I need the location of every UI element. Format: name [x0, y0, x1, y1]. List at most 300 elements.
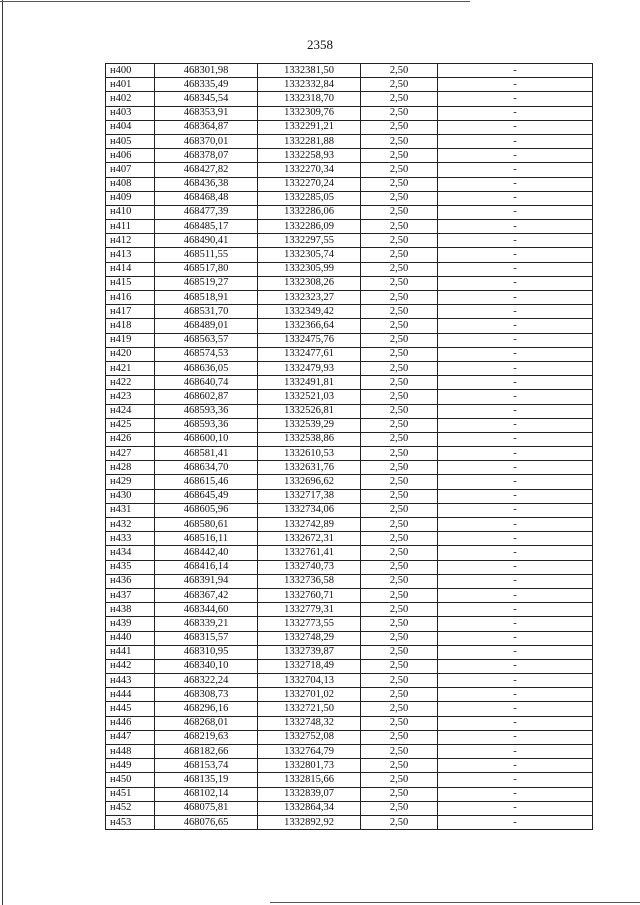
- description-cell: -: [438, 64, 593, 78]
- table-row: [106, 461, 593, 475]
- description-cell: -: [438, 333, 593, 347]
- x-coordinate-cell: 468640,74: [155, 376, 258, 390]
- point-id-cell: н412: [106, 234, 155, 248]
- x-coordinate-cell: 468345,54: [155, 92, 258, 106]
- precision-cell: 2,50: [361, 291, 438, 305]
- point-id-cell: н402: [106, 92, 155, 106]
- x-coordinate-cell: 468102,14: [155, 787, 258, 801]
- point-id-cell: н451: [106, 787, 155, 801]
- table-row: [106, 205, 593, 219]
- precision-cell: 2,50: [361, 347, 438, 361]
- y-coordinate-cell: 1332773,55: [258, 617, 361, 631]
- y-coordinate-cell: 1332297,55: [258, 234, 361, 248]
- table-row: [106, 759, 593, 773]
- y-coordinate-cell: 1332740,73: [258, 560, 361, 574]
- table-row: [106, 262, 593, 276]
- coordinates-table: [105, 63, 593, 830]
- description-cell: -: [438, 674, 593, 688]
- precision-cell: 2,50: [361, 276, 438, 290]
- precision-cell: 2,50: [361, 659, 438, 673]
- x-coordinate-cell: 468367,42: [155, 588, 258, 602]
- precision-cell: 2,50: [361, 319, 438, 333]
- table-row: [106, 248, 593, 262]
- description-cell: -: [438, 305, 593, 319]
- x-coordinate-cell: 468296,16: [155, 702, 258, 716]
- table-row: [106, 489, 593, 503]
- precision-cell: 2,50: [361, 404, 438, 418]
- precision-cell: 2,50: [361, 432, 438, 446]
- x-coordinate-cell: 468308,73: [155, 688, 258, 702]
- precision-cell: 2,50: [361, 447, 438, 461]
- point-id-cell: н417: [106, 305, 155, 319]
- y-coordinate-cell: 1332308,26: [258, 276, 361, 290]
- table-row: [106, 659, 593, 673]
- point-id-cell: н442: [106, 659, 155, 673]
- description-cell: -: [438, 475, 593, 489]
- table-row: [106, 447, 593, 461]
- x-coordinate-cell: 468485,17: [155, 220, 258, 234]
- table-row: [106, 64, 593, 78]
- x-coordinate-cell: 468075,81: [155, 801, 258, 815]
- y-coordinate-cell: 1332748,29: [258, 631, 361, 645]
- point-id-cell: н421: [106, 361, 155, 375]
- y-coordinate-cell: 1332491,81: [258, 376, 361, 390]
- point-id-cell: н406: [106, 149, 155, 163]
- precision-cell: 2,50: [361, 234, 438, 248]
- x-coordinate-cell: 468615,46: [155, 475, 258, 489]
- point-id-cell: н433: [106, 532, 155, 546]
- x-coordinate-cell: 468339,21: [155, 617, 258, 631]
- description-cell: -: [438, 801, 593, 815]
- table-row: [106, 574, 593, 588]
- y-coordinate-cell: 1332323,27: [258, 291, 361, 305]
- point-id-cell: н441: [106, 645, 155, 659]
- description-cell: -: [438, 432, 593, 446]
- table-row: [106, 276, 593, 290]
- point-id-cell: н408: [106, 177, 155, 191]
- point-id-cell: н445: [106, 702, 155, 716]
- x-coordinate-cell: 468602,87: [155, 390, 258, 404]
- point-id-cell: н420: [106, 347, 155, 361]
- x-coordinate-cell: 468580,61: [155, 518, 258, 532]
- point-id-cell: н401: [106, 78, 155, 92]
- table-row: [106, 106, 593, 120]
- table-row: [106, 787, 593, 801]
- point-id-cell: н434: [106, 546, 155, 560]
- point-id-cell: н411: [106, 220, 155, 234]
- table-row: [106, 234, 593, 248]
- table-row: [106, 688, 593, 702]
- coordinates-table-body: [106, 64, 593, 830]
- description-cell: -: [438, 92, 593, 106]
- table-row: [106, 702, 593, 716]
- x-coordinate-cell: 468593,36: [155, 418, 258, 432]
- point-id-cell: н437: [106, 588, 155, 602]
- table-row: [106, 120, 593, 134]
- y-coordinate-cell: 1332739,87: [258, 645, 361, 659]
- y-coordinate-cell: 1332309,76: [258, 106, 361, 120]
- y-coordinate-cell: 1332381,50: [258, 64, 361, 78]
- y-coordinate-cell: 1332839,07: [258, 787, 361, 801]
- point-id-cell: н450: [106, 773, 155, 787]
- description-cell: -: [438, 716, 593, 730]
- y-coordinate-cell: 1332366,64: [258, 319, 361, 333]
- description-cell: -: [438, 574, 593, 588]
- point-id-cell: н424: [106, 404, 155, 418]
- x-coordinate-cell: 468335,49: [155, 78, 258, 92]
- point-id-cell: н422: [106, 376, 155, 390]
- table-row: [106, 177, 593, 191]
- x-coordinate-cell: 468442,40: [155, 546, 258, 560]
- description-cell: -: [438, 106, 593, 120]
- scan-bottom-edge: [270, 902, 640, 903]
- precision-cell: 2,50: [361, 191, 438, 205]
- precision-cell: 2,50: [361, 361, 438, 375]
- point-id-cell: н449: [106, 759, 155, 773]
- precision-cell: 2,50: [361, 603, 438, 617]
- x-coordinate-cell: 468076,65: [155, 815, 258, 829]
- table-row: [106, 347, 593, 361]
- x-coordinate-cell: 468600,10: [155, 432, 258, 446]
- x-coordinate-cell: 468490,41: [155, 234, 258, 248]
- table-row: [106, 730, 593, 744]
- x-coordinate-cell: 468364,87: [155, 120, 258, 134]
- precision-cell: 2,50: [361, 489, 438, 503]
- point-id-cell: н436: [106, 574, 155, 588]
- precision-cell: 2,50: [361, 730, 438, 744]
- x-coordinate-cell: 468301,98: [155, 64, 258, 78]
- table-row: [106, 645, 593, 659]
- description-cell: -: [438, 234, 593, 248]
- precision-cell: 2,50: [361, 503, 438, 517]
- y-coordinate-cell: 1332526,81: [258, 404, 361, 418]
- precision-cell: 2,50: [361, 801, 438, 815]
- y-coordinate-cell: 1332761,41: [258, 546, 361, 560]
- precision-cell: 2,50: [361, 333, 438, 347]
- y-coordinate-cell: 1332258,93: [258, 149, 361, 163]
- description-cell: -: [438, 532, 593, 546]
- description-cell: -: [438, 361, 593, 375]
- point-id-cell: н453: [106, 815, 155, 829]
- precision-cell: 2,50: [361, 78, 438, 92]
- table-row: [106, 546, 593, 560]
- point-id-cell: н419: [106, 333, 155, 347]
- scan-left-edge: [2, 0, 3, 905]
- precision-cell: 2,50: [361, 461, 438, 475]
- precision-cell: 2,50: [361, 305, 438, 319]
- table-row: [106, 532, 593, 546]
- y-coordinate-cell: 1332815,66: [258, 773, 361, 787]
- point-id-cell: н446: [106, 716, 155, 730]
- point-id-cell: н400: [106, 64, 155, 78]
- table-row: [106, 404, 593, 418]
- precision-cell: 2,50: [361, 220, 438, 234]
- y-coordinate-cell: 1332281,88: [258, 134, 361, 148]
- precision-cell: 2,50: [361, 745, 438, 759]
- table-row: [106, 319, 593, 333]
- x-coordinate-cell: 468489,01: [155, 319, 258, 333]
- precision-cell: 2,50: [361, 787, 438, 801]
- y-coordinate-cell: 1332475,76: [258, 333, 361, 347]
- y-coordinate-cell: 1332318,70: [258, 92, 361, 106]
- precision-cell: 2,50: [361, 248, 438, 262]
- point-id-cell: н435: [106, 560, 155, 574]
- precision-cell: 2,50: [361, 759, 438, 773]
- description-cell: -: [438, 815, 593, 829]
- description-cell: -: [438, 617, 593, 631]
- x-coordinate-cell: 468135,19: [155, 773, 258, 787]
- x-coordinate-cell: 468518,91: [155, 291, 258, 305]
- x-coordinate-cell: 468645,49: [155, 489, 258, 503]
- x-coordinate-cell: 468468,48: [155, 191, 258, 205]
- x-coordinate-cell: 468370,01: [155, 134, 258, 148]
- y-coordinate-cell: 1332305,99: [258, 262, 361, 276]
- description-cell: -: [438, 702, 593, 716]
- description-cell: -: [438, 149, 593, 163]
- point-id-cell: н410: [106, 205, 155, 219]
- precision-cell: 2,50: [361, 149, 438, 163]
- y-coordinate-cell: 1332631,76: [258, 461, 361, 475]
- x-coordinate-cell: 468340,10: [155, 659, 258, 673]
- table-row: [106, 92, 593, 106]
- description-cell: -: [438, 376, 593, 390]
- description-cell: -: [438, 560, 593, 574]
- description-cell: -: [438, 390, 593, 404]
- y-coordinate-cell: 1332701,02: [258, 688, 361, 702]
- table-row: [106, 191, 593, 205]
- description-cell: -: [438, 418, 593, 432]
- y-coordinate-cell: 1332764,79: [258, 745, 361, 759]
- table-row: [106, 163, 593, 177]
- point-id-cell: н429: [106, 475, 155, 489]
- y-coordinate-cell: 1332696,62: [258, 475, 361, 489]
- point-id-cell: н452: [106, 801, 155, 815]
- y-coordinate-cell: 1332286,06: [258, 205, 361, 219]
- description-cell: -: [438, 347, 593, 361]
- point-id-cell: н440: [106, 631, 155, 645]
- table-row: [106, 333, 593, 347]
- description-cell: -: [438, 205, 593, 219]
- precision-cell: 2,50: [361, 674, 438, 688]
- precision-cell: 2,50: [361, 390, 438, 404]
- y-coordinate-cell: 1332864,34: [258, 801, 361, 815]
- y-coordinate-cell: 1332760,71: [258, 588, 361, 602]
- y-coordinate-cell: 1332270,24: [258, 177, 361, 191]
- description-cell: -: [438, 631, 593, 645]
- table-row: [106, 560, 593, 574]
- x-coordinate-cell: 468531,70: [155, 305, 258, 319]
- table-row: [106, 518, 593, 532]
- precision-cell: 2,50: [361, 532, 438, 546]
- table-row: [106, 376, 593, 390]
- point-id-cell: н405: [106, 134, 155, 148]
- table-row: [106, 815, 593, 829]
- y-coordinate-cell: 1332286,09: [258, 220, 361, 234]
- table-row: [106, 418, 593, 432]
- y-coordinate-cell: 1332285,05: [258, 191, 361, 205]
- y-coordinate-cell: 1332736,58: [258, 574, 361, 588]
- table-row: [106, 78, 593, 92]
- description-cell: -: [438, 248, 593, 262]
- description-cell: -: [438, 461, 593, 475]
- description-cell: -: [438, 759, 593, 773]
- precision-cell: 2,50: [361, 560, 438, 574]
- x-coordinate-cell: 468636,05: [155, 361, 258, 375]
- point-id-cell: н426: [106, 432, 155, 446]
- description-cell: -: [438, 262, 593, 276]
- table-row: [106, 220, 593, 234]
- point-id-cell: н438: [106, 603, 155, 617]
- x-coordinate-cell: 468378,07: [155, 149, 258, 163]
- precision-cell: 2,50: [361, 617, 438, 631]
- y-coordinate-cell: 1332748,32: [258, 716, 361, 730]
- precision-cell: 2,50: [361, 773, 438, 787]
- x-coordinate-cell: 468353,91: [155, 106, 258, 120]
- x-coordinate-cell: 468517,80: [155, 262, 258, 276]
- table-row: [106, 475, 593, 489]
- table-row: [106, 390, 593, 404]
- description-cell: -: [438, 78, 593, 92]
- point-id-cell: н403: [106, 106, 155, 120]
- scan-top-edge: [0, 1, 470, 2]
- description-cell: -: [438, 730, 593, 744]
- x-coordinate-cell: 468574,53: [155, 347, 258, 361]
- precision-cell: 2,50: [361, 518, 438, 532]
- description-cell: -: [438, 787, 593, 801]
- y-coordinate-cell: 1332270,34: [258, 163, 361, 177]
- table-row: [106, 801, 593, 815]
- x-coordinate-cell: 468268,01: [155, 716, 258, 730]
- precision-cell: 2,50: [361, 475, 438, 489]
- description-cell: -: [438, 773, 593, 787]
- x-coordinate-cell: 468427,82: [155, 163, 258, 177]
- precision-cell: 2,50: [361, 716, 438, 730]
- description-cell: -: [438, 163, 593, 177]
- point-id-cell: н409: [106, 191, 155, 205]
- precision-cell: 2,50: [361, 631, 438, 645]
- x-coordinate-cell: 468605,96: [155, 503, 258, 517]
- x-coordinate-cell: 468634,70: [155, 461, 258, 475]
- table-row: [106, 503, 593, 517]
- precision-cell: 2,50: [361, 574, 438, 588]
- precision-cell: 2,50: [361, 92, 438, 106]
- y-coordinate-cell: 1332734,06: [258, 503, 361, 517]
- description-cell: -: [438, 191, 593, 205]
- precision-cell: 2,50: [361, 262, 438, 276]
- point-id-cell: н415: [106, 276, 155, 290]
- description-cell: -: [438, 177, 593, 191]
- point-id-cell: н448: [106, 745, 155, 759]
- precision-cell: 2,50: [361, 134, 438, 148]
- x-coordinate-cell: 468219,63: [155, 730, 258, 744]
- point-id-cell: н425: [106, 418, 155, 432]
- y-coordinate-cell: 1332521,03: [258, 390, 361, 404]
- description-cell: -: [438, 134, 593, 148]
- precision-cell: 2,50: [361, 64, 438, 78]
- point-id-cell: н428: [106, 461, 155, 475]
- description-cell: -: [438, 518, 593, 532]
- y-coordinate-cell: 1332801,73: [258, 759, 361, 773]
- table-row: [106, 603, 593, 617]
- point-id-cell: н444: [106, 688, 155, 702]
- point-id-cell: н447: [106, 730, 155, 744]
- description-cell: -: [438, 688, 593, 702]
- precision-cell: 2,50: [361, 418, 438, 432]
- y-coordinate-cell: 1332610,53: [258, 447, 361, 461]
- description-cell: -: [438, 319, 593, 333]
- x-coordinate-cell: 468477,39: [155, 205, 258, 219]
- point-id-cell: н414: [106, 262, 155, 276]
- table-row: [106, 631, 593, 645]
- table-row: [106, 134, 593, 148]
- description-cell: -: [438, 404, 593, 418]
- precision-cell: 2,50: [361, 106, 438, 120]
- description-cell: -: [438, 447, 593, 461]
- table-row: [106, 617, 593, 631]
- x-coordinate-cell: 468310,95: [155, 645, 258, 659]
- y-coordinate-cell: 1332704,13: [258, 674, 361, 688]
- description-cell: -: [438, 659, 593, 673]
- y-coordinate-cell: 1332717,38: [258, 489, 361, 503]
- y-coordinate-cell: 1332672,31: [258, 532, 361, 546]
- table-row: [106, 588, 593, 602]
- description-cell: -: [438, 503, 593, 517]
- x-coordinate-cell: 468322,24: [155, 674, 258, 688]
- y-coordinate-cell: 1332721,50: [258, 702, 361, 716]
- description-cell: -: [438, 603, 593, 617]
- table-row: [106, 432, 593, 446]
- description-cell: -: [438, 120, 593, 134]
- point-id-cell: н418: [106, 319, 155, 333]
- y-coordinate-cell: 1332539,29: [258, 418, 361, 432]
- precision-cell: 2,50: [361, 815, 438, 829]
- point-id-cell: н416: [106, 291, 155, 305]
- x-coordinate-cell: 468344,60: [155, 603, 258, 617]
- y-coordinate-cell: 1332291,21: [258, 120, 361, 134]
- point-id-cell: н432: [106, 518, 155, 532]
- precision-cell: 2,50: [361, 688, 438, 702]
- y-coordinate-cell: 1332477,61: [258, 347, 361, 361]
- point-id-cell: н427: [106, 447, 155, 461]
- point-id-cell: н407: [106, 163, 155, 177]
- table-row: [106, 773, 593, 787]
- precision-cell: 2,50: [361, 702, 438, 716]
- point-id-cell: н443: [106, 674, 155, 688]
- precision-cell: 2,50: [361, 177, 438, 191]
- x-coordinate-cell: 468315,57: [155, 631, 258, 645]
- precision-cell: 2,50: [361, 205, 438, 219]
- x-coordinate-cell: 468153,74: [155, 759, 258, 773]
- precision-cell: 2,50: [361, 163, 438, 177]
- page-number: 2358: [307, 37, 333, 52]
- y-coordinate-cell: 1332305,74: [258, 248, 361, 262]
- x-coordinate-cell: 468391,94: [155, 574, 258, 588]
- precision-cell: 2,50: [361, 588, 438, 602]
- y-coordinate-cell: 1332538,86: [258, 432, 361, 446]
- x-coordinate-cell: 468519,27: [155, 276, 258, 290]
- y-coordinate-cell: 1332332,84: [258, 78, 361, 92]
- y-coordinate-cell: 1332349,42: [258, 305, 361, 319]
- table-row: [106, 745, 593, 759]
- description-cell: -: [438, 645, 593, 659]
- x-coordinate-cell: 468581,41: [155, 447, 258, 461]
- point-id-cell: н430: [106, 489, 155, 503]
- precision-cell: 2,50: [361, 120, 438, 134]
- description-cell: -: [438, 745, 593, 759]
- x-coordinate-cell: 468511,55: [155, 248, 258, 262]
- table-row: [106, 291, 593, 305]
- table-row: [106, 716, 593, 730]
